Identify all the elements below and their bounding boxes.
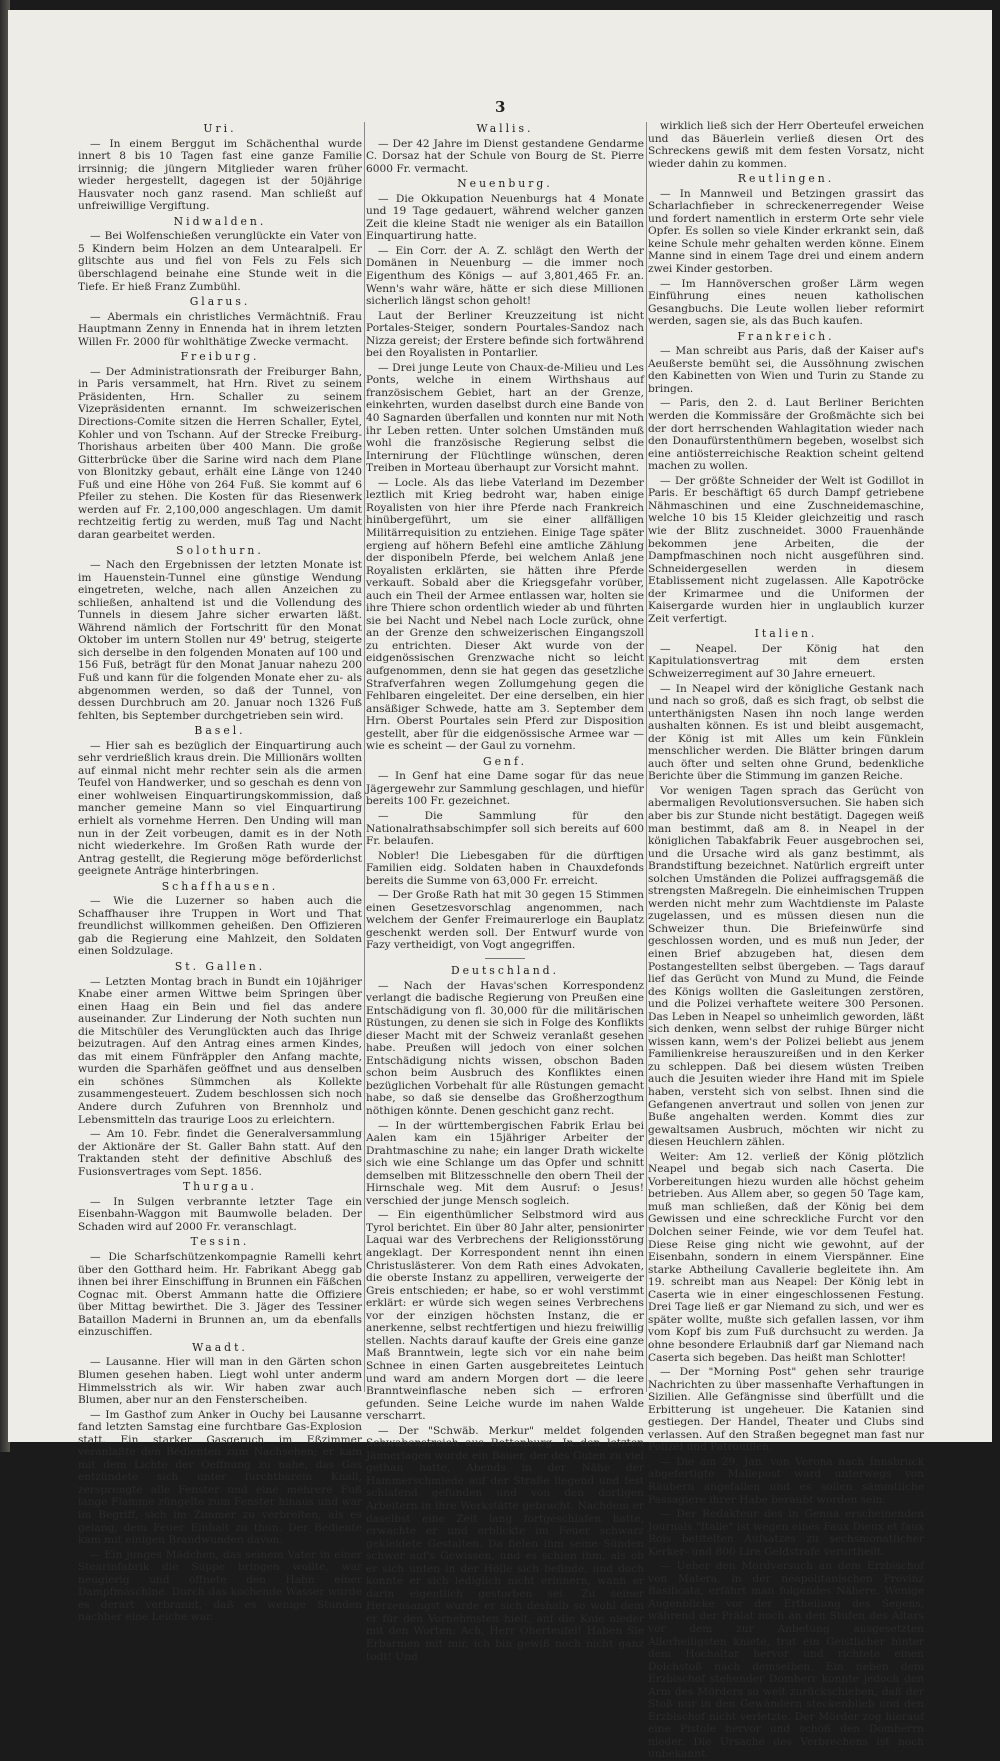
article-paragraph: — In Neapel wird der königliche Gestank nach und nach so groß, daß es sich fragt, ob selbst die unterthänigsten Nasen ihn noch lange werden aushalten können. Es ist und bleibt ausgemacht, der König ist mit Alles um kein Fünklein menschlicher werden. Die Blätter bringen darum auch öfter und selten ohne Grund, bedenkliche Berichte über die Stimmung im ganzen Reiche. bbox=[648, 682, 924, 783]
column-rule bbox=[646, 122, 647, 1392]
article-paragraph: — Ein eigenthümlicher Selbstmord wird aus Tyrol berichtet. Ein über 80 Jahr alter, pensionirter Laquai war des Verbrechens der Religionsstörung angeklagt. Der Korrespondent nennt ihn einen Christuslästerer. Von dem Rath eines Advokaten, die oberste Instanz zu appelliren, verweigerte der Greis entschieden; er habe, so er wohl verstimmt erklärt: er würde sich wegen seines Verbrechens vor der einzigen höchsten Instanz, die er anerkenne, selbst rechtfertigen und hiezu freiwillig stellen. Nachts darauf kaufte der Greis eine ganze Maß Branntwein, legte sich vor ein nahe beim Schnee in einen Garten ausgebreitetes Leintuch und ward am andern Morgen dort — die leere Branntweinflasche neben sich — erfroren gefunden. Seine Leiche wurde im nahen Walde verscharrt. bbox=[366, 1209, 644, 1423]
article-paragraph: — Paris, den 2. d. Laut Berliner Berichten werden die Kommissäre der Großmächte sich bei der dort herrschenden Wahlagitation wieder nach den Donaufürstenthümern begeben, woselbst sich eine antiösterreichische Reaktion scheint geltend machen zu wollen. bbox=[648, 397, 924, 473]
article-paragraph: — Im Gasthof zum Anker in Ouchy bei Lausanne fand letzten Samstag eine furchtbare Gas-Explosion statt. Ein starker Gasgeruch im Eßzimmer veranlaßte den Bedienten zum Nachsehen; er kam mit dem Lichte der Oeffnung zu nahe, das Gas entzündete sich unter furchtbarem Knall, zersprengte alle Fenster und eine mehrere Fuß lange Flamme züngelte zum Fenster hinaus und war im Begriff, sich im Zimmer zu verbreiten, als es gelang, dem Feuer Einhalt zu thun. Der Bediente kam mit einigen Brandwunden davon. bbox=[78, 1408, 362, 1547]
article-paragraph: — Nach der Havas'schen Korrespondenz verlangt die badische Regierung von Preußen eine Entschädigung von fl. 30,000 für die militärischen Rüstungen, zu denen sie sich in Folge des Konflikts dieser Macht mit der Schweiz veranlaßt gesehen habe. Preußen will jedoch von einer solchen Entschädigung nichts wissen, obschon Baden schon beim Ausbruch des Konfliktes einen bezüglichen Vorbehalt für alle Rüstungen gemacht habe, so daß sie denselbe das Großherzogthum nöthigen könnte. Denen geschicht ganz recht. bbox=[366, 979, 644, 1118]
article-paragraph: — Wie die Luzerner so haben auch die Schaffhauser ihre Truppen in Wort und That freundlichst willkommen geheißen. Den Offizieren gab die Regierung eine Mahlzeit, den Soldaten einen Soldzulage. bbox=[78, 895, 362, 958]
article-paragraph: — Die Scharfschützenkompagnie Ramelli kehrt über den Gotthard heim. Hr. Fabrikant Abegg gab ihnen bei ihrer Einschiffung in Brunnen ein Fäßchen Cognac mit. Oberst Ammann hatte die Offiziere über Mittag bewirthet. Die 3. Jäger des Tessiner Bataillon Maderni in Brunnen an, um da ebenfalls einzuschiffen. bbox=[78, 1251, 362, 1339]
section-heading: Genf. bbox=[482, 754, 527, 768]
article-paragraph: — In der württembergischen Fabrik Erlau bei Aalen kam ein 15jähriger Arbeiter der Drahtmaschine zu nahe; ein langer Drath wickelte sich wie eine Schlange um das Opfer und schnitt demselben mit Blitzesschnelle den obern Theil der Hirnschale weg. Mit dem Ausruf: o Jesus! verschied der junge Mensch sogleich. bbox=[366, 1119, 644, 1207]
section-heading: Italien. bbox=[754, 627, 818, 641]
article-paragraph: — Bei Wolfenschießen verunglückte ein Vater von 5 Kindern beim Holzen an dem Untearalpeli. Er glitschte aus und fiel von Fels zu Fels sich überschlagend beinahe eine Stunde weit in die Tiefe. Er hieß Franz Zumbühl. bbox=[78, 230, 362, 293]
article-paragraph: — Der größte Schneider der Welt ist Godillot in Paris. Er beschäftigt 65 durch Dampf getriebene Nähmaschinen und eine Zuschneidemaschine, welche 10 bis 15 Kleider gleichzeitig und rasch wie der Blitz zuschneidet. 3000 Frauenhände bekommen jene Arbeiten, die der Dampfmaschinen noch nicht ausgeführen sind. Schneidergesellen werden in diesem Etablissement nicht zugelassen. Alle Kapotröcke der Krimarmee und die Uniformen der Kaisergarde wurden hier in unglaublich kurzer Zeit verfertigt. bbox=[648, 474, 924, 625]
article-paragraph: Nobler! Die Liebesgaben für die dürftigen Familien eidg. Soldaten haben in Chauxdefonds bereits die Summe von 63,000 Fr. erreicht. bbox=[366, 849, 644, 887]
column-2 bbox=[366, 120, 644, 1663]
page-number: 3 bbox=[495, 98, 506, 116]
article-paragraph: Vor wenigen Tagen sprach das Gerücht von abermaligen Revolutionsversuchen. Sie haben sich aber bis zur Stunde nicht bestätigt. Dagegen weiß man bestimmt, daß am 8. in Neapel in der königlichen Tabakfabrik Feuer ausgebrochen sei, und die Ursache wird als ganz bestimmt, als Brandstiftung bezeichnet. Natürlich ergreift unter solchen Umständen die Polizei auffragsgemäß die strengsten Maßregeln. Die einheimischen Truppen werden nicht mehr zum Wachtdienste im Palaste zugelassen, und es müssen diesen nun die Schweizer thun. Die Briefeinwürfe sind geschlossen worden, und es muß nun Jeder, der einen Brief abzugeben hat, diesen dem Postangestellten selbst übergeben. — Tags darauf lief das Gerücht von Mund zu Mund, die Feinde des Königs wollten die Gasleitungen zerstören, und die Polizei verhaftete weitere 300 Personen. Das Leben in Neapel so unheimlich geworden, läßt sich denken, wenn selbst der ruhige Bürger nicht wissen kann, wem's der Polizei beliebt aus jenem Familienkreise herauszureißen und in den Kerker zu schleppen. Daß bei diesem wüsten Treiben auch die Jesuiten wieder ihre Hand mit im Spiele haben, versteht sich von selbst. Ihnen sind die Gefangenen anvertraut und sollen von jenen zur Buße angehalten werden. Kommt dies zur gewaltsamen Ausbruch, möchten wir nicht zu diesen Heuchlern zählen. bbox=[648, 784, 924, 1149]
article-paragraph: — Der Redakteur des in Genua erscheinenden Journals "Italie" ist wegen eines Faux Dieux et faux Rois betitelten Aufsatzes zu sechsmonatlicher Kerker- und 800 Lire Geldstrafe verurtheilt. bbox=[648, 1508, 924, 1558]
section-heading: Glarus. bbox=[189, 295, 251, 309]
article-paragraph: — Im Hannöverschen großer Lärm wegen Einführung eines neuen katholischen Gesangbuchs. Die Leute wollen lieber reformirt werden, sagen sie, als das Buch kaufen. bbox=[648, 277, 924, 328]
column-3 bbox=[648, 120, 924, 1761]
section-heading: Freiburg. bbox=[180, 350, 260, 364]
article-paragraph: — Der "Morning Post" gehen sehr traurige Nachrichten zu über massenhafte Verhaftungen in Sizilien. Alle Gefängnisse sind überfüllt und die Erbitterung ist ungeheuer. Die Katanien sind gestiegen. Der Handel, Theater und Clubs sind verlassen. Auf den Straßen begegnet man fast nur Polizei und Patrouillen. bbox=[648, 1366, 924, 1454]
article-paragraph: — Abermals ein christliches Vermächtniß. Frau Hauptmann Zenny in Ennenda hat in ihrem letzten Willen Fr. 2000 für wohlthätige Zwecke vermacht. bbox=[78, 310, 362, 348]
article-paragraph: Laut der Berliner Kreuzzeitung ist nicht Portales-Steiger, sondern Pourtales-Sandoz nach Nizza gereist; der Erstere befinde sich fortwährend bei den Royalisten in Pontarlier. bbox=[366, 309, 644, 360]
article-paragraph: — Ein junges Mädchen, das seinem Vater in einer Stearinfabrik die Suppe bringen wollte, war neugierig und öffnete den Hahn einer Dampfmaschine. Durch das kochende Wasser wurde es derart verbrannt, daß es wenige Stunden nachher eine Leiche war. bbox=[78, 1548, 362, 1624]
article-paragraph: — Ein Corr. der A. Z. schlägt den Werth der Domänen in Neuenburg — die immer noch Eigenthum des Königs — auf 3,801,465 Fr. an. Wenn's wahr wäre, hätte er sich diese Millionen sicherlich längst schon geholt! bbox=[366, 244, 644, 308]
article-paragraph: — Man schreibt aus Paris, daß der Kaiser auf's Aeußerste bemüht sei, die Aussöhnung zwischen den Kabinetten von Wien und Turin zu Stande zu bringen. bbox=[648, 345, 924, 395]
article-paragraph: Weiter: Am 12. verließ der König plötzlich Neapel und begab sich nach Caserta. Die Vorbereitungen hiezu wurden alle höchst geheim betrieben. Aus Allem aber, so gegen 50 Tage kam, muß man schließen, daß der König bei dem Gewissen und eine schreckliche Furcht vor den Dolchen seiner Feinde, wie vor dem Teufel hat. Diese Reise ging nicht wie gewohnt, auf der Eisenbahn, sondern in einem Vierspänner. Eine starke Abtheilung Cavallerie begleitete ihn. Am 19. schreibt man aus Neapel: Der König lebt in Caserta wie in einer eingeschlossenen Festung. Drei Tage ließ er gar Niemand zu sich, und wer es später wollte, mußte sich gefallen lassen, vor ihm vom Kopf bis zum Fuß durchsucht zu werden. Ja ohne besondere Erlaubniß darf gar Niemand nach Caserta sich begeben. Das heißt man Schlotter! bbox=[648, 1150, 924, 1364]
article-paragraph: — Am 10. Febr. findet die Generalversammlung der Aktionäre der St. Galler Bahn statt. Auf den Traktanden steht der definitive Abschluß des Fusionsvertrages vom Sept. 1856. bbox=[78, 1128, 362, 1178]
section-heading: Nidwalden. bbox=[173, 214, 267, 228]
section-heading: Frankreich. bbox=[737, 329, 835, 343]
article-paragraph: — Der 42 Jahre im Dienst gestandene Gendarme C. Dorsaz hat der Schule von Bourg de St. Pierre 6000 Fr. vermacht. bbox=[366, 137, 644, 175]
section-heading: Waadt. bbox=[192, 1340, 248, 1354]
section-heading: Schaffhausen. bbox=[161, 879, 279, 893]
article-paragraph: — In Sulgen verbrannte letzter Tage ein Eisenbahn-Waggon mit Baumwolle beladen. Der Schaden wird auf 2000 Fr. veranschlagt. bbox=[78, 1195, 362, 1233]
article-paragraph: — Der Große Rath hat mit 30 gegen 15 Stimmen einen Gesetzesvorschlag angenommen, nach welchem der Genfer Freimaurerloge ein Bauplatz geschenkt werden soll. Der Entwurf wurde von Fazy vertheidigt, von Vogt angegriffen. bbox=[366, 889, 644, 952]
section-heading: Thurgau. bbox=[182, 1180, 257, 1194]
section-heading: Reutlingen. bbox=[737, 172, 835, 186]
column-rule bbox=[364, 122, 365, 1392]
article-paragraph: — In einem Berggut im Schächenthal wurde innert 8 bis 10 Tagen fast eine ganze Familie irrsinnig; die jüngern Mitglieder waren früher wieder hergestellt, dagegen ist der 50jährige Hausvater noch ganz rasend. Man schließt auf unfreiwillige Vergiftung. bbox=[78, 137, 362, 213]
section-heading: Solothurn. bbox=[176, 543, 264, 557]
article-paragraph: — Der Administrationsrath der Freiburger Bahn, in Paris versammelt, hat Hrn. Rivet zu seinem Präsidenten, Hrn. Schaller zu seinem Vizepräsidenten ernannt. Im schweizerischen Directions-Comite sitzen die Herren Schaller, Eytel, Kohler und von Tschann. Auf der Strecke Freiburg-Thorishaus arbeiten über 400 Mann. Die große Gitterbrücke über die Sarine wird nach dem Plane von Blonitzky gebaut, erhält eine Länge von 1240 Fuß und eine Höhe von 264 Fuß. Sie kommt auf 6 Pfeiler zu stehen. Die Kosten für das Riesenwerk werden auf Fr. 2,100,000 angeschlagen. Um damit rechtzeitig fertig zu werden, muß Tag und Nacht daran gearbeitet werden. bbox=[78, 365, 362, 541]
section-heading: Uri. bbox=[203, 122, 237, 135]
article-paragraph: — Die am 29. Jan. von Verona nach Innsbruck abgefertigte Mallepost ward unterwegs von Räubern angefallen und es sollen sämmtliche Passagiere ihrer Habe beraubt worden sein. bbox=[648, 1455, 924, 1506]
section-heading: Deutschland. bbox=[450, 964, 560, 977]
article-paragraph: — Drei junge Leute von Chaux-de-Milieu und Les Ponts, welche in einem Wirthshaus auf französischem Gebiet, hart an der Grenze, einkehrten, wurden daselbst durch eine Bande von 40 Sagnarden überfallen und konnten nur mit Noth ihr Leben retten. Unter solchen Umständen muß wohl die französische Regierung selbst die Internirung der Flüchtlinge wünschen, deren Treiben in Morteau überhaupt zur Vorsicht mahnt. bbox=[366, 361, 644, 475]
article-paragraph: — Ueber den Mordversuch an dem Erzbischof von Matera, in der neapolitanischen Provinz Basilicata, erfährt man folgendes Nähere. Wenige Augenblicke vor der Ertheilung des Segens, während der Prälat noch an den Stufen des Altars vor dem zur Anbetung ausgesetzten Allerheiligsten kniete, trat ein Geistlicher hinter dem Hochaltar hervor und richtete einen Dolchstoß nach demselben. Ein neben dem Erzbischof stehender Domherr konnte jedoch den Arm des Mörders so weit zurückschieben, daß der Stoß nur in den Gewändern steckenblieb und den Erzbischof nicht verletzte. Der Mörder zog hierauf eine Pistole hervor und schoß den Domherrn nieder. Die Ursache des Verbrechens ist noch unbekannt. bbox=[648, 1560, 924, 1761]
article-paragraph: — Locle. Als das liebe Vaterland im Dezember leztlich mit Krieg bedroht war, haben einige Royalisten von hier ihre Pferde nach Frankreich hinübergeführt, um sie einer allfälligen Militärrequisition zu entziehen. Einige Tage später ergieng auf höhern Befehl eine amtliche Zählung der disponibeln Pferde, bei welchem Anlaß jene Royalisten erklärten, sie hätten ihre Pferde verkauft. Sobald aber die Kriegsgefahr vorüber, auch ein Theil der Armee entlassen war, holten sie ihre Thiere schon ordentlich wieder ab und führten sie bei Nacht und Nebel nach Locle zurück, ohne an der Grenze den schweizerischen Eingangszoll zu entrichten. Dieser Akt wurde von der eidgenössischen Grenzwache nicht so leicht aufgenommen, denn sie hat gegen das gesetzliche Strafverfahren wegen Zollumgehung gegen die Fehlbaren eingeleitet. Der eine derselben, ein hier ansäßiger Schwede, hatte am 3. September dem Hrn. Oberst Pourtales sein Pferd zur Disposition gestellt, aber für die eidgenössische Armee war — wie es scheint — der Gaul zu vornehm. bbox=[366, 476, 644, 753]
article-paragraph: — Hier sah es bezüglich der Einquartirung auch sehr verdrießlich kraus drein. Die Millionärs wollten auf einmal nicht mehr rechter sein als die armen Teufel von Handwerker, und so geschah es denn von einer wohlweisen Einquartirungskommission, daß mancher gemeine Mann so viel Einquartirung erhielt als vornehme Herren. Den Unding will man nun in der Zeit vorbeugen, damit es in der Noth nicht wiederkehre. Im Großen Rath wurde der Antrag gestellt, die Regierung möge beförderlichst geeignete Anträge hinterbringen. bbox=[78, 739, 362, 878]
article-paragraph: — Die Sammlung für den Nationalrathsabschimpfer soll sich bereits auf 600 Fr. belaufen. bbox=[366, 809, 644, 848]
article-paragraph: wirklich ließ sich der Herr Oberteufel erweichen und das Bäuerlein verließ diesen Ort des Schreckens gewiß mit dem festen Vorsatz, nicht wieder dahin zu kommen. bbox=[648, 120, 924, 170]
article-paragraph: — Lausanne. Hier will man in den Gärten schon Blumen gesehen haben. Liegt wohl unter anderm Himmelsstrich als wir. Wir haben zwar auch Blumen, aber nur an den Fensterscheiben. bbox=[78, 1356, 362, 1407]
article-paragraph: — Letzten Montag brach in Bundt ein 10jähriger Knabe einer armen Wittwe beim Springen über einen Haag ein Bein und fiel das andere auseinander. Zur Linderung der Noth suchten nun die Mitschüler des Verunglückten auch das Ihrige beizutragen. Auf den Antrag eines armen Kindes, das mit einem Fünfräppler den Anfang machte, wurden die Sparhäfen geöffnet und aus denselben ein schönes Sümmchen als Kollekte zusammengesteuert. Zudem beschlossen sich noch Andere durch Zufuhren von Brennholz und Lebensmitteln das traurige Loos zu erleichtern. bbox=[78, 975, 362, 1126]
article-paragraph: — Nach den Ergebnissen der letzten Monate ist im Hauenstein-Tunnel eine günstige Wendung eingetreten, welche, nach allen Anzeichen zu schließen, anhaltend ist und die Vollendung des Tunnels in diesem Jahre sicher erwarten läßt. Während nämlich der Fortschritt für den Monat Oktober im untern Stollen nur 49' betrug, steigerte sich derselbe in den folgenden Monaten auf 100 und 156 Fuß, beträgt für den Monat Januar nahezu 200 Fuß und kann für die folgenden Monate eher zu- als abgenommen werden, so daß der Tunnel, von dessen Durchbruch am 20. Januar noch 1326 Fuß fehlten, bis September durchgetrieben sein wird. bbox=[78, 559, 362, 722]
article-paragraph: — Neapel. Der König hat den Kapitulationsvertrag mit dem ersten Schweizerregiment auf 30 Jahre erneuert. bbox=[648, 642, 924, 680]
article-paragraph: — Der "Schwäb. Merkur" meldet folgenden Schwabenstreich aus Rottenburg. In den letzten Jännerlagen wurde ein Bauer, der des Guten zu viel gethan hatte, Abends in der Nähe der Hammerschmiede auf der Straße liegend und fest schlafend gefunden und von den dortigen Arbeitern in ihre Werkstätte gebracht. Nachdem er daselbst eine Zeit lang fortgeschlafen hatte, erwachte er und erblickte im Feuer schwarz gekleidete Gestalten. Da fielen ihm seine Sünden schwer auf's Gewissen, und es schien ihm, als ob er sich unten in der Hölle sich befinde, und doch konnte er sich lediglich nicht erinnern, wann er darin eigentlich gestorben sei. Zu seiner Herzensangst wurde er sich deshalb so wohl dem er für den Vornehmsten hielt, auf die Knie nieder mit den Worten: Ach, Herr Oberteufel! Haben Sie Erbarmen mit mir, ich bin gewiß noch nicht ganz todt! Und bbox=[366, 1424, 644, 1663]
section-heading: Tessin. bbox=[190, 1235, 250, 1249]
section-separator bbox=[485, 958, 525, 959]
section-heading: Neuenburg. bbox=[457, 177, 553, 191]
section-heading: Basel. bbox=[194, 724, 246, 738]
column-1 bbox=[78, 120, 362, 1624]
article-paragraph: — In Genf hat eine Dame sogar für das neue Jägergewehr zur Sammlung geschlagen, und hiefür bereits 100 Fr. gezeichnet. bbox=[366, 770, 644, 808]
article-paragraph: — In Mannweil und Betzingen grassirt das Scharlachfieber in schreckenerregender Weise und fordert namentlich in ersterm Orte sehr viele Opfer. Es sollen so viele Kinder erkrankt sein, daß keine Schule mehr gehalten werden könne. Einem Manne sind in einem Tage drei und einem andern zwei Kinder gestorben. bbox=[648, 187, 924, 276]
section-heading: Wallis. bbox=[476, 122, 534, 135]
newspaper-page bbox=[8, 10, 992, 1761]
section-heading: St. Gallen. bbox=[174, 960, 266, 973]
article-paragraph: — Die Okkupation Neuenburgs hat 4 Monate und 19 Tage gedauert, während welcher ganzen Zeit die kleine Stadt nie weniger als ein Bataillon Einquartirung hatte. bbox=[366, 192, 644, 243]
